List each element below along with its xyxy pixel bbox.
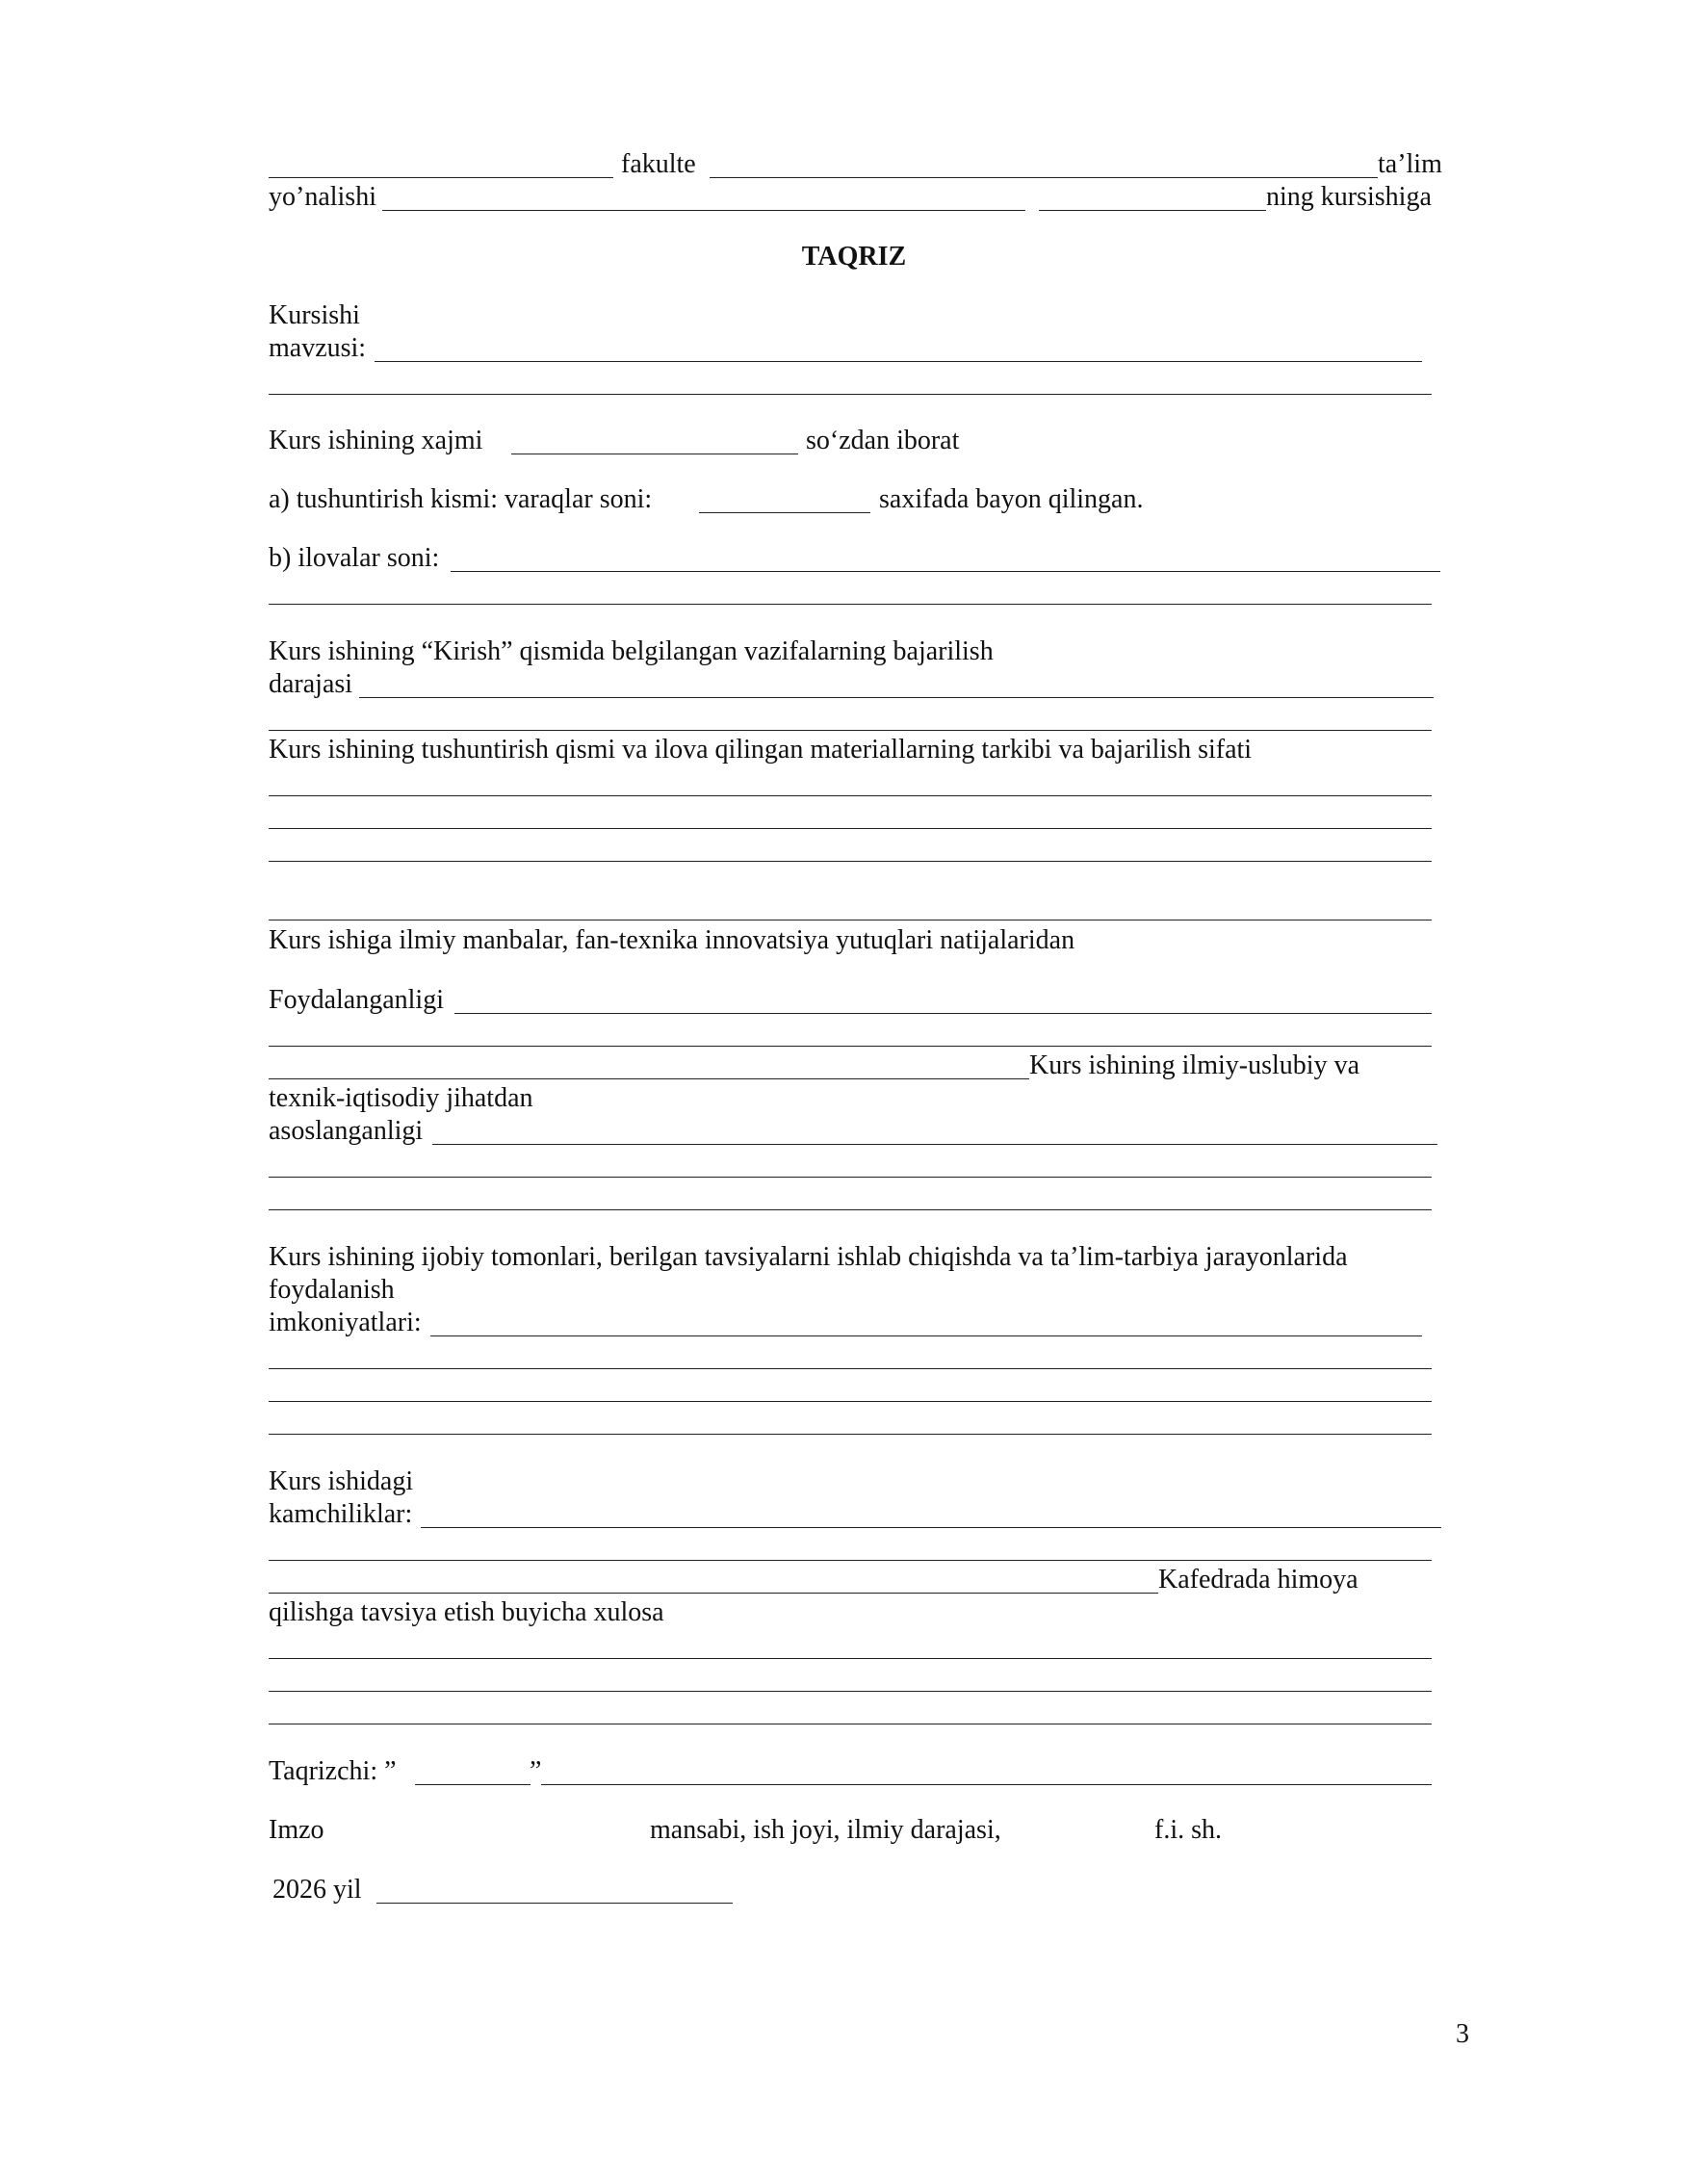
- faculty-name-blank[interactable]: [269, 177, 613, 178]
- shortcomings-blank[interactable]: [421, 1527, 1441, 1528]
- conclusion-label: Kafedrada himoya: [1158, 1565, 1359, 1595]
- intro-blank[interactable]: [359, 697, 1434, 698]
- justification-label-line3: asoslanganligi: [269, 1116, 424, 1146]
- positives-blank-2[interactable]: [269, 1368, 1432, 1369]
- composition-label: Kurs ishining tushuntirish qismi va ilova qilingan materiallarning tarkibi va bajarilish sifati: [269, 735, 1253, 765]
- explanation-label: a) tushuntirish kismi: varaqlar soni:: [269, 484, 653, 514]
- sources-label-line1: Kurs ishiga ilmiy manbalar, fan-texnika innovatsiya yutuqlari natijalaridan: [269, 925, 1075, 955]
- sources-blank[interactable]: [454, 1013, 1432, 1014]
- justification-label: Kurs ishining ilmiy-uslubiy va: [1029, 1050, 1359, 1080]
- positives-label-line1: Kurs ishining ijobiy tomonlari, berilgan tavsiyalarni ishlab chiqishda va ta’lim-tarbiya jarayonlarida: [269, 1242, 1348, 1272]
- justification-blank-2[interactable]: [269, 1177, 1432, 1178]
- positives-label-line3: imkoniyatlari:: [269, 1308, 422, 1337]
- faculty-label: fakulte: [621, 149, 696, 179]
- direction-blank[interactable]: [382, 210, 1025, 211]
- positives-label-line2: foydalanish: [269, 1275, 395, 1305]
- conclusion-label-line2: qilishga tavsiya etish buyicha xulosa: [269, 1597, 664, 1627]
- justification-blank-3[interactable]: [269, 1209, 1432, 1210]
- composition-blank-1[interactable]: [269, 795, 1432, 796]
- justification-blank[interactable]: [432, 1144, 1437, 1145]
- name-label: f.i. sh.: [1154, 1815, 1222, 1845]
- appendices-blank[interactable]: [451, 571, 1440, 572]
- topic-blank[interactable]: [375, 361, 1422, 362]
- reviewer-label: Taqrizchi: ”: [269, 1756, 397, 1786]
- positives-blank-3[interactable]: [269, 1401, 1432, 1402]
- topic-label-line2: mavzusi:: [269, 333, 367, 363]
- intro-label-line2: darajasi: [269, 669, 353, 699]
- volume-label: Kurs ishining xajmi: [269, 426, 483, 455]
- appendices-blank-2[interactable]: [269, 604, 1432, 605]
- shortcomings-blank-2[interactable]: [269, 1560, 1432, 1561]
- topic-label-line1: Kursishi: [269, 300, 360, 330]
- direction-label: yo’nalishi: [269, 182, 376, 212]
- topic-blank-2[interactable]: [269, 394, 1432, 395]
- education-label: ta’lim: [1378, 149, 1442, 179]
- volume-suffix: so‘zdan iborat: [806, 426, 960, 455]
- page-number: 3: [1456, 2019, 1469, 2049]
- student-name-blank[interactable]: [1039, 210, 1266, 211]
- justification-label-line2: texnik-iqtisodiy jihatdan: [269, 1083, 533, 1113]
- composition-blank-3[interactable]: [269, 861, 1432, 862]
- composition-blank-2[interactable]: [269, 828, 1432, 829]
- shortcomings-blank-3[interactable]: [269, 1593, 1158, 1594]
- education-type-blank[interactable]: [710, 177, 1378, 178]
- sources-label-line2: Foydalanganligi: [269, 985, 444, 1015]
- sources-blank-3[interactable]: [269, 1078, 1029, 1079]
- positives-blank-4[interactable]: [269, 1434, 1432, 1435]
- explanation-suffix: saxifada bayon qilingan.: [879, 484, 1144, 514]
- page-title: TAQRIZ: [801, 242, 907, 272]
- sources-blank-2[interactable]: [269, 1046, 1432, 1047]
- shortcomings-label-line2: kamchiliklar:: [269, 1499, 413, 1529]
- intro-label-line1: Kurs ishining “Kirish” qismida belgilangan vazifalarning bajarilish: [269, 636, 994, 666]
- appendices-label: b) ilovalar soni:: [269, 543, 440, 573]
- intro-blank-2[interactable]: [269, 730, 1432, 731]
- reviewer-name-blank[interactable]: [541, 1784, 1432, 1785]
- shortcomings-label-line1: Kurs ishidagi: [269, 1466, 414, 1496]
- position-label: mansabi, ish joyi, ilmiy darajasi,: [650, 1815, 1001, 1845]
- date-label: 2026 yil: [272, 1875, 362, 1905]
- signature-label: Imzo: [269, 1815, 324, 1845]
- course-label: ning kursishiga: [1266, 182, 1432, 212]
- conclusion-blank-1[interactable]: [269, 1658, 1432, 1659]
- reviewer-quote-close: ”: [530, 1756, 542, 1786]
- date-blank[interactable]: [376, 1903, 733, 1904]
- conclusion-blank-2[interactable]: [269, 1691, 1432, 1692]
- reviewer-quote-blank[interactable]: [415, 1784, 531, 1785]
- page-count-blank[interactable]: [699, 512, 870, 513]
- positives-blank[interactable]: [430, 1335, 1422, 1336]
